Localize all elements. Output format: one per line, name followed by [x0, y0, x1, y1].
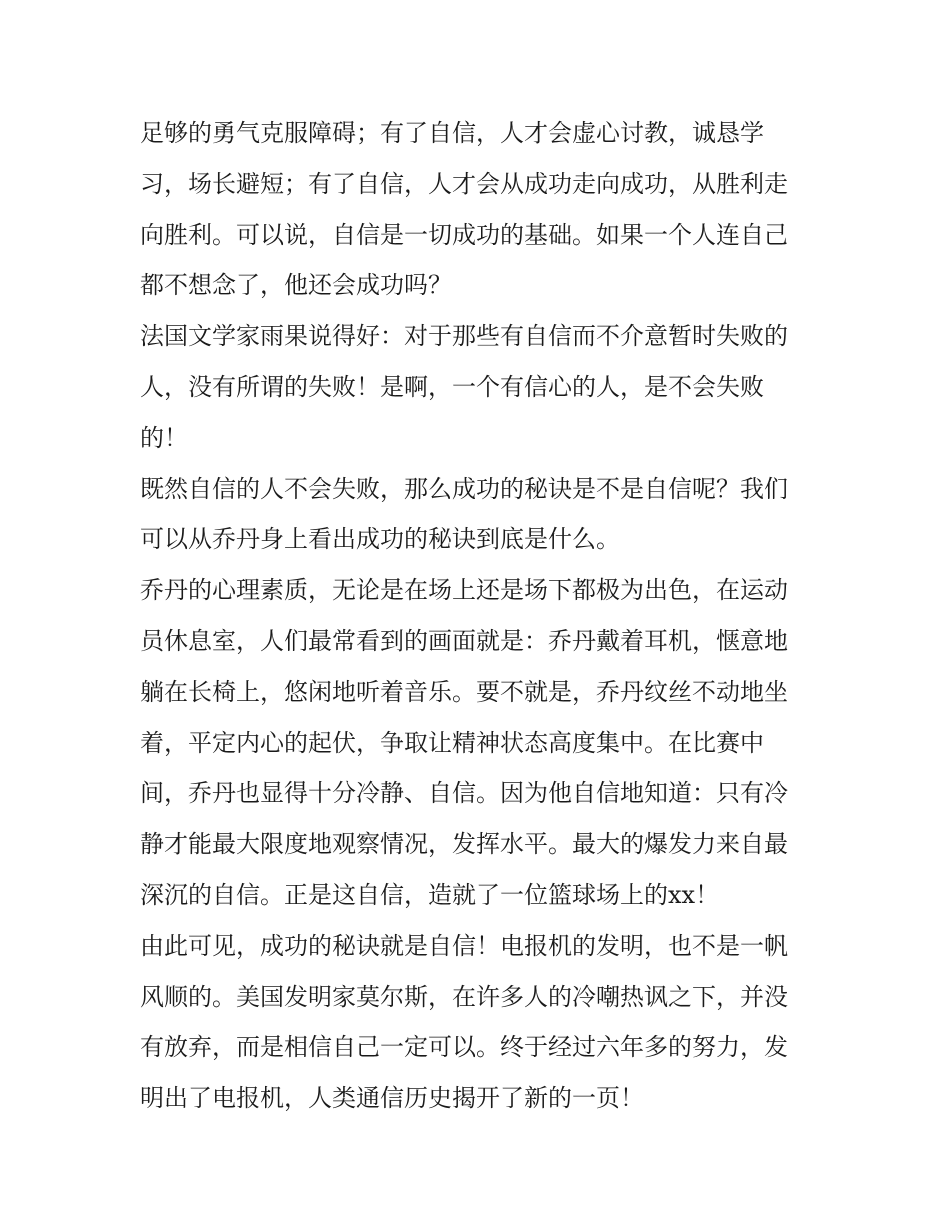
text-line: 可以从乔丹身上看出成功的秘诀到底是什么。: [140, 525, 620, 554]
text-line: 深沉的自信。正是这自信，造就了一位篮球场上的xx！: [140, 880, 720, 909]
text-line: 都不想念了，他还会成功吗？: [140, 271, 452, 300]
text-line: 员休息室，人们最常看到的画面就是：乔丹戴着耳机，惬意地: [140, 626, 788, 655]
text-line: 向胜利。可以说，自信是一切成功的基础。如果一个人连自己: [140, 220, 788, 249]
text-line: 风顺的。美国发明家莫尔斯，在许多人的冷嘲热讽之下，并没: [140, 982, 788, 1011]
text-line: 乔丹的心理素质，无论是在场上还是场下都极为出色，在运动: [140, 576, 788, 605]
text-line: 的！: [140, 423, 188, 452]
text-line: 由此可见，成功的秘诀就是自信！电报机的发明，也不是一帆: [140, 931, 788, 960]
text-line: 法国文学家雨果说得好：对于那些有自信而不介意暂时失败的: [140, 322, 788, 351]
text-line: 足够的勇气克服障碍；有了自信，人才会虚心讨教，诚恳学: [140, 119, 764, 147]
text-line: 人，没有所谓的失败！是啊，一个有信心的人，是不会失败: [140, 372, 764, 401]
text-line: 既然自信的人不会失败，那么成功的秘诀是不是自信呢？我们: [140, 474, 788, 503]
text-line: 明出了电报机，人类通信历史揭开了新的一页！: [140, 1084, 644, 1113]
text-line: 躺在长椅上，悠闲地听着音乐。要不就是，乔丹纹丝不动地坐: [140, 677, 788, 706]
text-line: 静才能最大限度地观察情况，发挥水平。最大的爆发力来自最: [140, 830, 788, 859]
text-line: 间，乔丹也显得十分冷静、自信。因为他自信地知道：只有冷: [140, 779, 788, 808]
text-line: 着，平定内心的起伏，争取让精神状态高度集中。在比赛中: [140, 728, 764, 757]
text-line: 有放弃，而是相信自己一定可以。终于经过六年多的努力，发: [140, 1033, 788, 1062]
text-line: 习，场长避短；有了自信，人才会从成功走向成功，从胜利走: [140, 169, 788, 198]
body-text: [140, 108, 816, 1124]
